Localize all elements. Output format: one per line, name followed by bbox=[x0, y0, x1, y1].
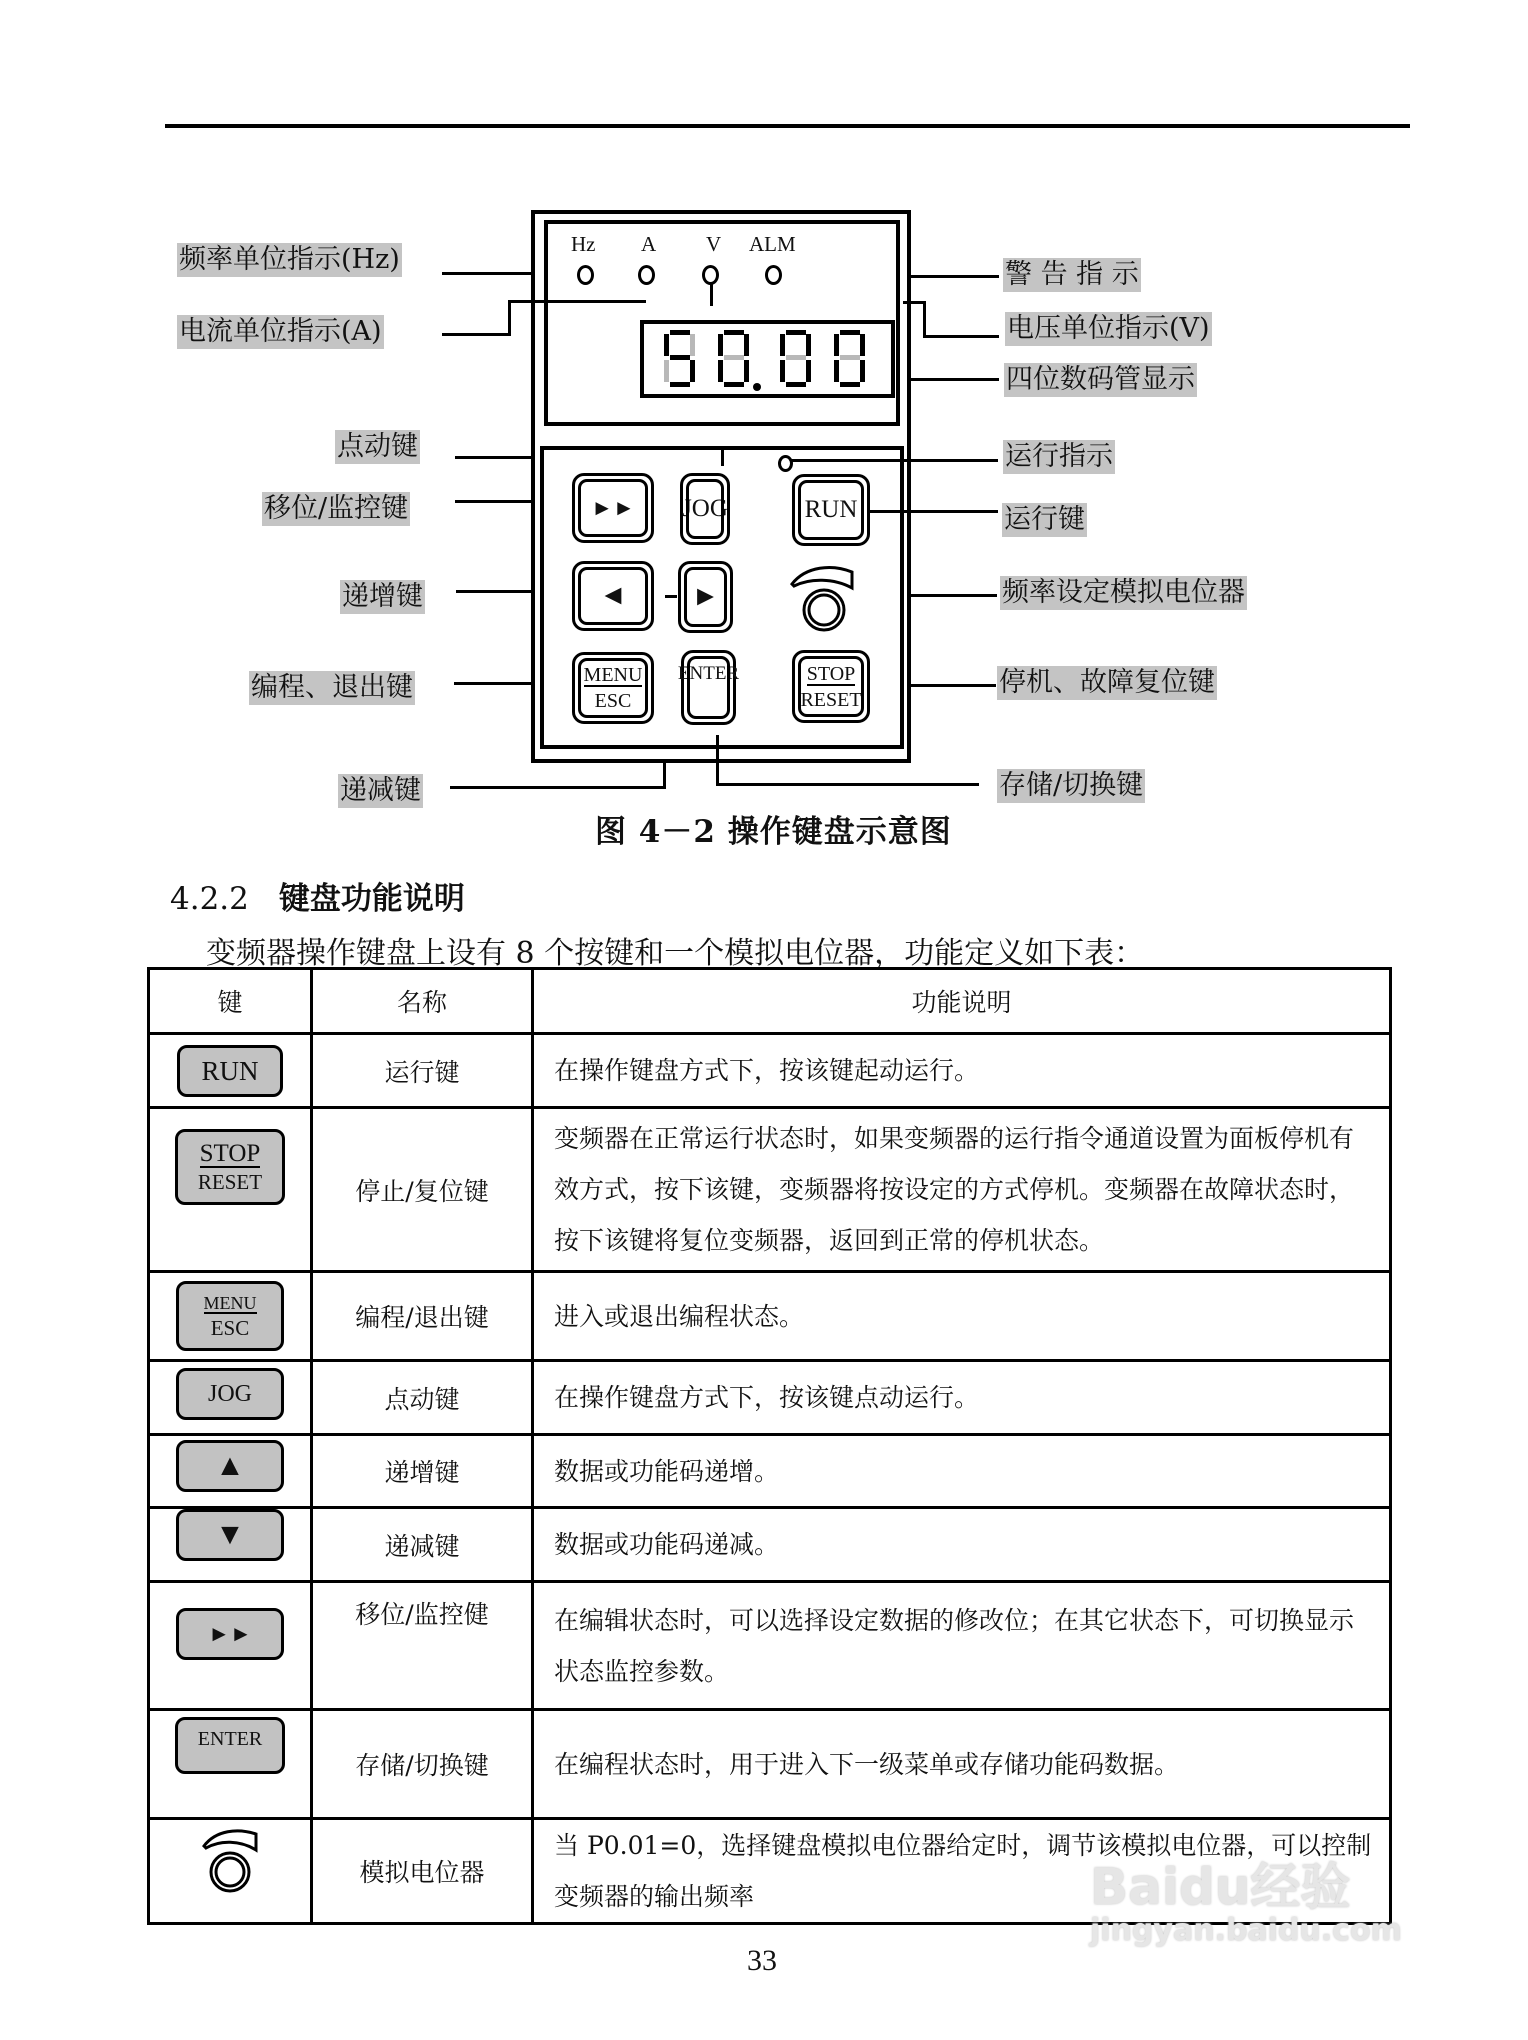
seven-segment-display bbox=[640, 320, 895, 398]
label-v-indicator: 电压单位指示(V) bbox=[1007, 313, 1210, 344]
label-dec-key: 递减键 bbox=[340, 775, 421, 806]
row-description: 数据或功能码递增。 bbox=[533, 1435, 1391, 1508]
indicator-label-alm: ALM bbox=[749, 232, 796, 256]
indicator-label-v: V bbox=[706, 232, 722, 256]
hz-led-icon bbox=[577, 265, 594, 285]
label-inc-key: 递增键 bbox=[342, 581, 423, 612]
jog-key-icon: JOG bbox=[176, 1368, 284, 1420]
section-number: 4.2.2 bbox=[170, 881, 249, 917]
row-description: 进入或退出编程状态。 bbox=[533, 1272, 1391, 1361]
run-indicator-led-icon bbox=[778, 455, 793, 472]
table-row bbox=[149, 1435, 1391, 1508]
section-heading bbox=[170, 873, 465, 918]
table-row bbox=[149, 1582, 1391, 1710]
key-function-table bbox=[147, 967, 1392, 1925]
row-name: 模拟电位器 bbox=[312, 1819, 533, 1924]
section-intro: 变频器操作键盘上设有 8 个按键和一个模拟电位器，功能定义如下表： bbox=[206, 936, 1145, 971]
down-arrow-key-icon: ▼ bbox=[176, 1509, 284, 1561]
table-row bbox=[149, 1508, 1391, 1582]
row-name: 递增键 bbox=[312, 1435, 533, 1508]
row-name: 存储/切换键 bbox=[312, 1710, 533, 1819]
jog-key[interactable]: JOG bbox=[680, 473, 730, 545]
label-stop-reset-key: 停机、故障复位键 bbox=[999, 667, 1215, 698]
label-alarm-indicator: 警 告 指 示 bbox=[1005, 259, 1139, 290]
row-name: 递减键 bbox=[312, 1508, 533, 1582]
row-description: 变频器在正常运行状态时，如果变频器的运行指令通道设置为面板停机有效方式，按下该键，变频器将按设定的方式停机。变频器在故障状态时，按下该键将复位变频器，返回到正常的停机状态。 bbox=[533, 1108, 1391, 1272]
label-seven-segment: 四位数码管显示 bbox=[1006, 364, 1195, 395]
shift-key-icon: ►► bbox=[176, 1608, 284, 1660]
a-led-icon bbox=[638, 265, 655, 285]
menu-esc-key[interactable]: MENU ESC bbox=[572, 652, 654, 724]
row-name: 停止/复位键 bbox=[312, 1108, 533, 1272]
row-name: 运行键 bbox=[312, 1034, 533, 1108]
section-title: 键盘功能说明 bbox=[278, 881, 465, 917]
left-key[interactable]: ◄ bbox=[572, 561, 654, 631]
menu-esc-key-icon: MENU ESC bbox=[176, 1281, 284, 1351]
table-row bbox=[149, 1034, 1391, 1108]
header-rule bbox=[165, 124, 1410, 128]
alm-led-icon bbox=[765, 265, 782, 285]
stop-reset-key[interactable]: STOP RESET bbox=[792, 650, 870, 723]
indicator-label-hz: Hz bbox=[571, 232, 596, 256]
watermark-url: jingyan.baidu.com bbox=[1090, 1913, 1402, 1948]
row-description: 在操作键盘方式下，按该键起动运行。 bbox=[533, 1034, 1391, 1108]
label-hz-indicator: 频率单位指示(Hz) bbox=[179, 244, 400, 275]
label-jog-key: 点动键 bbox=[337, 431, 418, 462]
table-row bbox=[149, 1272, 1391, 1361]
shift-monitor-key[interactable]: ►► bbox=[572, 473, 654, 543]
run-key[interactable]: RUN bbox=[792, 474, 870, 546]
label-prog-key: 编程、退出键 bbox=[251, 672, 413, 703]
up-arrow-key-icon: ▲ bbox=[176, 1440, 284, 1492]
table-row bbox=[149, 1361, 1391, 1435]
row-name: 编程/退出键 bbox=[312, 1272, 533, 1361]
figure-caption: 图 4－2 操作键盘示意图 bbox=[595, 814, 952, 850]
baidu-watermark bbox=[1090, 1860, 1402, 1948]
row-description: 在操作键盘方式下，按该键点动运行。 bbox=[533, 1361, 1391, 1435]
row-description: 当 P0.01=0，选择键盘模拟电位器给定时，调节该模拟电位器，可以控制变频器的输出频率 bbox=[533, 1819, 1391, 1924]
row-name: 移位/监控健 bbox=[312, 1582, 533, 1710]
label-run-key: 运行键 bbox=[1004, 504, 1085, 535]
watermark-logo-text: Baidu经验 bbox=[1090, 1858, 1351, 1916]
indicator-label-a: A bbox=[641, 232, 657, 256]
stop-reset-key-icon: STOP RESET bbox=[175, 1129, 285, 1205]
potentiometer-knob-icon[interactable] bbox=[788, 562, 858, 634]
table-header-row bbox=[149, 969, 1391, 1034]
header-key: 键 bbox=[149, 969, 312, 1034]
row-description: 数据或功能码递减。 bbox=[533, 1508, 1391, 1582]
label-a-indicator: 电流单位指示(A) bbox=[179, 316, 382, 347]
label-potentiometer: 频率设定模拟电位器 bbox=[1002, 577, 1245, 608]
label-shift-key: 移位/监控键 bbox=[264, 493, 409, 524]
v-led-icon bbox=[702, 265, 719, 285]
potentiometer-icon bbox=[200, 1824, 260, 1896]
row-name: 点动键 bbox=[312, 1361, 533, 1435]
header-name: 名称 bbox=[312, 969, 533, 1034]
run-key-icon: RUN bbox=[177, 1045, 283, 1097]
enter-key-icon: ENTER bbox=[175, 1717, 285, 1774]
page-number: 33 bbox=[747, 1944, 777, 1977]
display-digits-icon bbox=[644, 324, 891, 394]
header-description: 功能说明 bbox=[533, 969, 1391, 1034]
label-enter-key: 存储/切换键 bbox=[999, 770, 1144, 801]
label-run-indicator: 运行指示 bbox=[1005, 441, 1113, 472]
row-description: 在编辑状态时，可以选择设定数据的修改位；在其它状态下，可切换显示状态监控参数。 bbox=[533, 1582, 1391, 1710]
table-row bbox=[149, 1710, 1391, 1819]
right-key[interactable]: ► bbox=[678, 561, 733, 633]
enter-key[interactable]: ENTER bbox=[681, 650, 736, 725]
row-description: 在编程状态时，用于进入下一级菜单或存储功能码数据。 bbox=[533, 1710, 1391, 1819]
table-row bbox=[149, 1108, 1391, 1272]
